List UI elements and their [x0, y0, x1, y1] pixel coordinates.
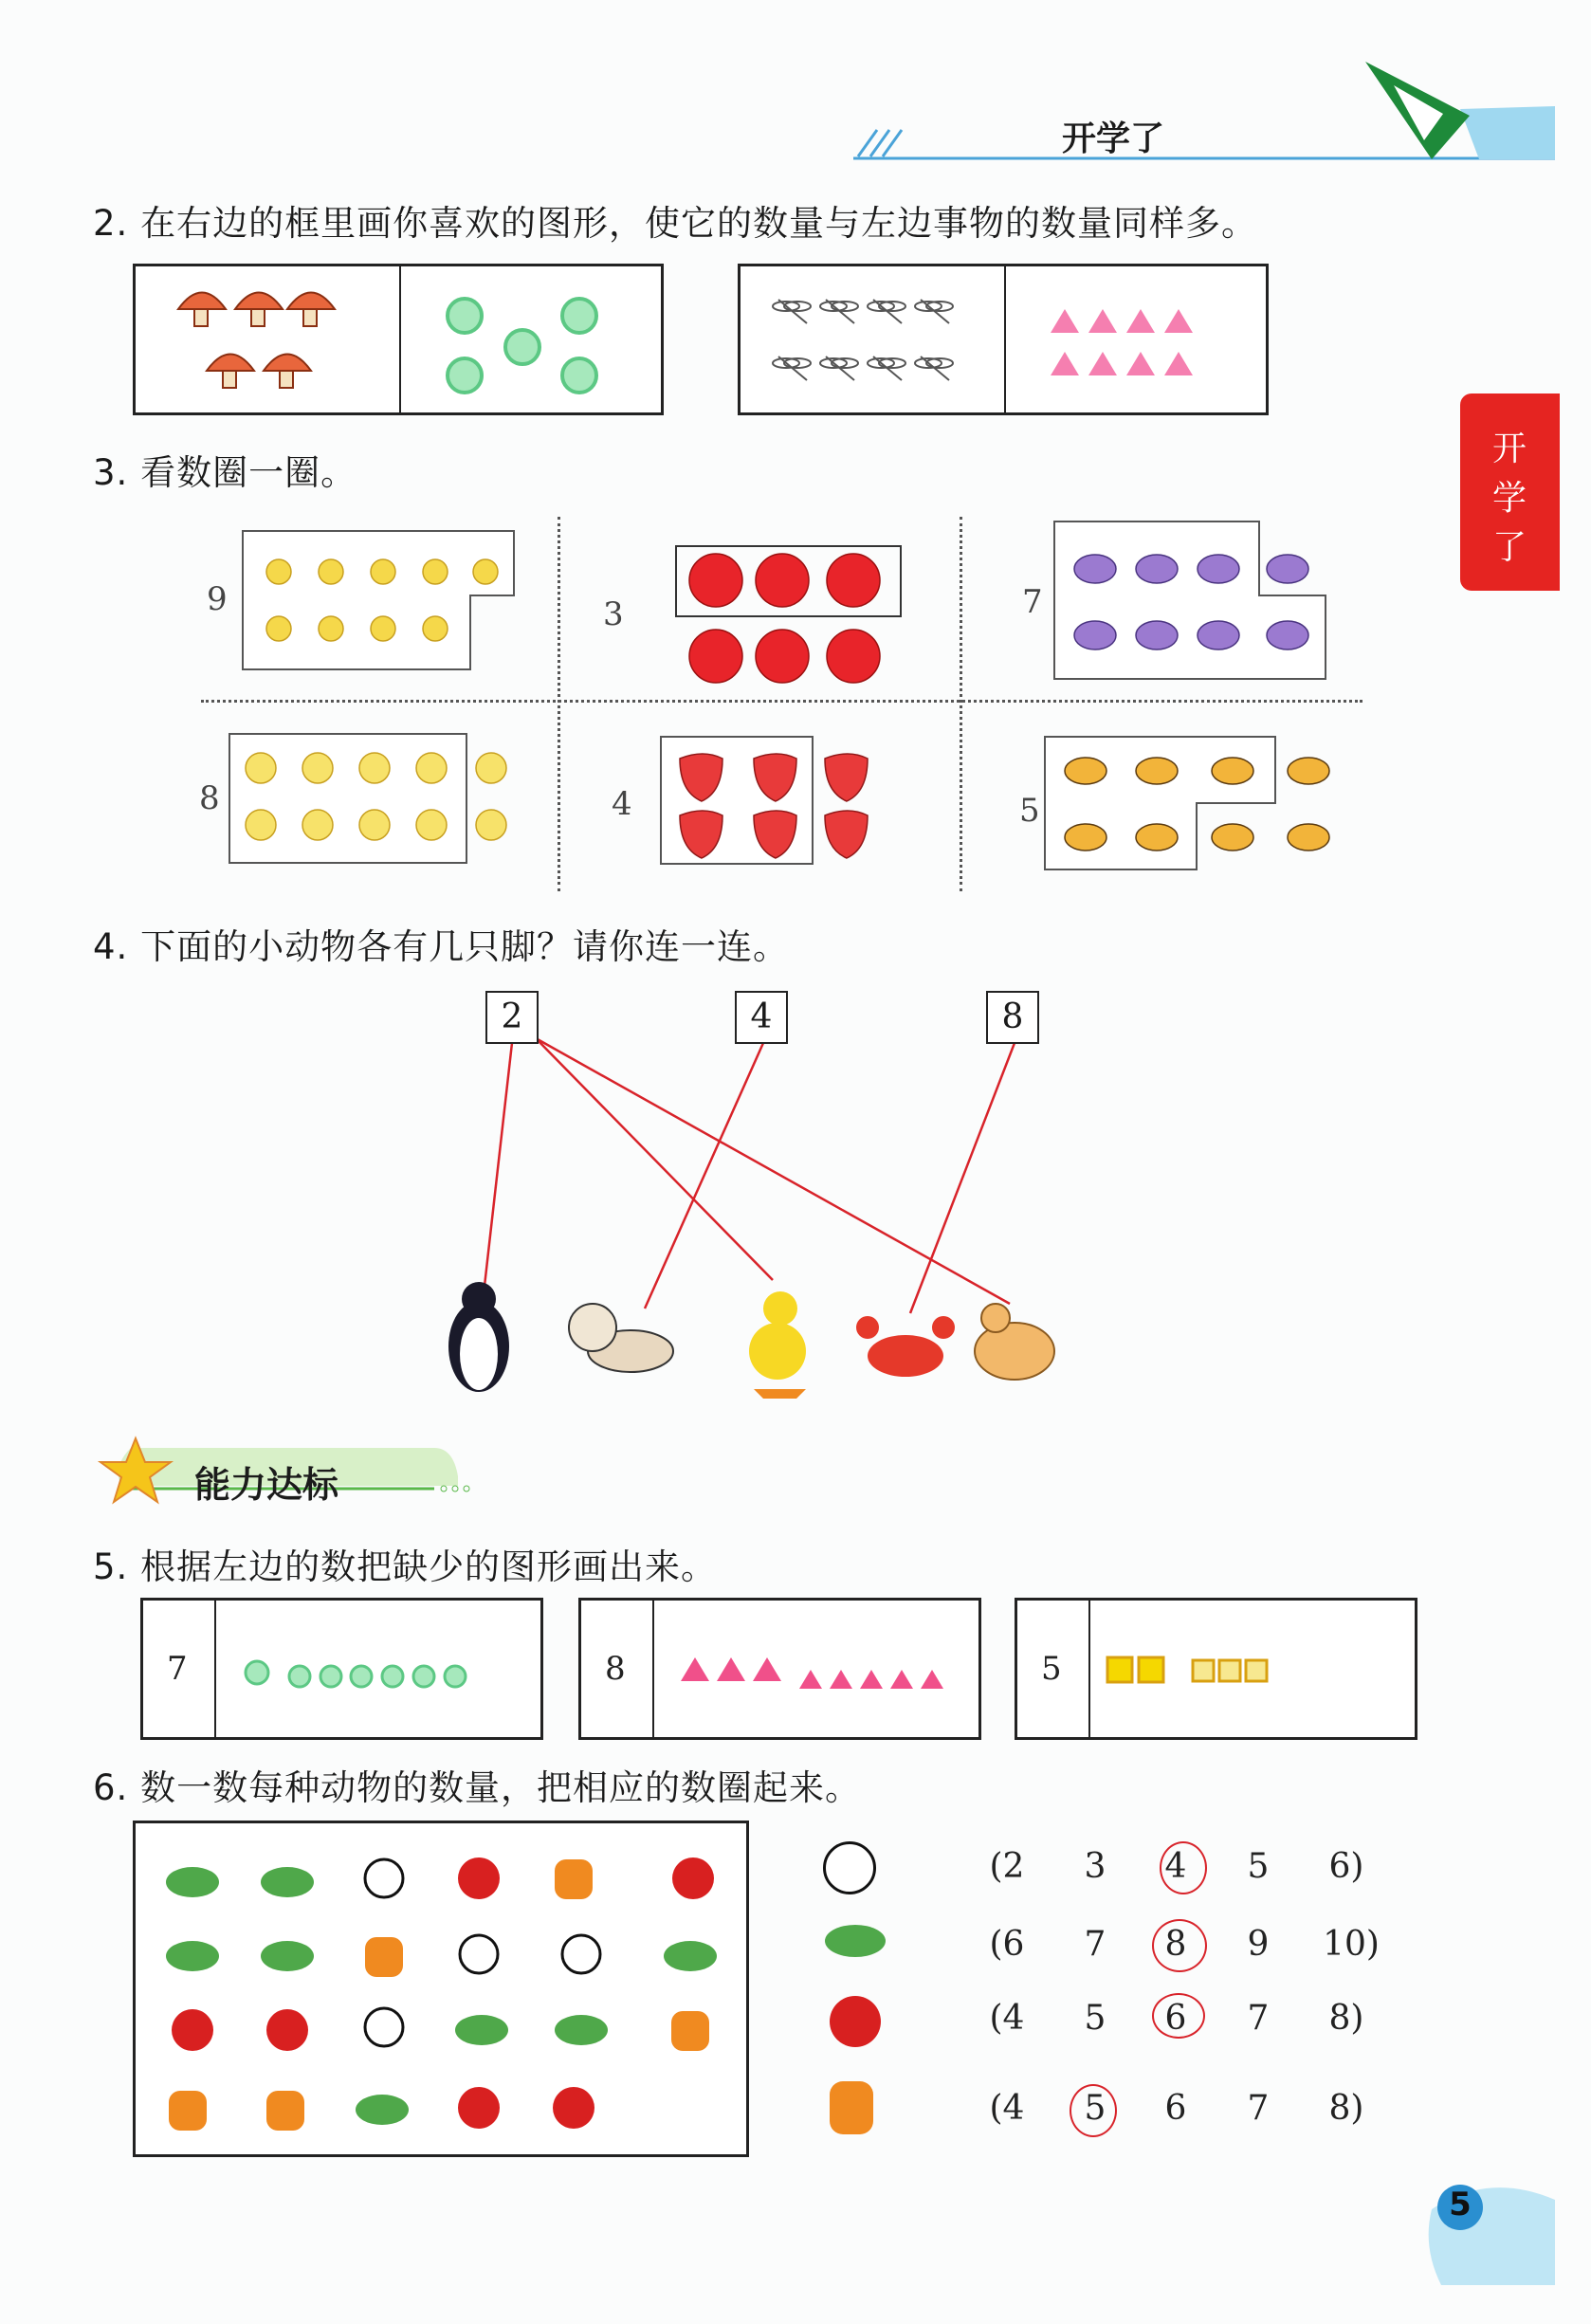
- ladybug-icon: [830, 1996, 881, 2047]
- bee-group: [1043, 735, 1337, 877]
- strawberry-group: [659, 735, 877, 868]
- answer-circle-5: [1070, 2084, 1117, 2137]
- q3-number-3: 3: [603, 595, 624, 633]
- question-3-text: 3. 看数圈一圈。: [93, 452, 357, 493]
- q6-row-ladybug: (4 5 6 7 8): [989, 1999, 1364, 2038]
- q5-box-8: [578, 1598, 981, 1740]
- q6-animal-box: [133, 1821, 749, 2157]
- q6-row-panda: (2 3 4 5 6): [989, 1847, 1364, 1886]
- header-ribbon: [1365, 57, 1555, 161]
- question-4-text: 4. 下面的小动物各有几只脚？请你连一连。: [93, 926, 790, 967]
- leg-count-4: 4: [735, 991, 788, 1044]
- q5-box-5: [1015, 1598, 1417, 1740]
- drawn-circles: [403, 266, 668, 413]
- q5-squares: [1093, 1601, 1416, 1738]
- q3-number-8: 8: [199, 779, 220, 817]
- q6-row-turtle: (6 7 8 9 10): [989, 1925, 1380, 1964]
- hen-icon: [975, 1304, 1054, 1380]
- question-2-text: 2. 在右边的框里画你喜欢的图形，使它的数量与左边事物的数量同样多。: [93, 203, 1258, 244]
- answer-circle-8: [1152, 1919, 1207, 1972]
- dog-icon: [569, 1304, 673, 1372]
- q4-animals: [431, 1271, 1114, 1403]
- q5-box-7: [140, 1598, 543, 1740]
- q3-divider-v1: [558, 517, 560, 891]
- duck-chick-group: [241, 529, 516, 671]
- section-title: 能力达标: [194, 1464, 339, 1506]
- answer-circle-6: [1152, 1993, 1205, 2039]
- side-tab-char-2: 学: [1491, 479, 1527, 518]
- q6-animal-grid: [136, 1823, 747, 2155]
- q5-number-7: 7: [167, 1650, 188, 1688]
- question-5-text: 5. 根据左边的数把缺少的图形画出来。: [93, 1546, 718, 1587]
- q2-box-right: [738, 264, 1269, 415]
- q3-divider-v2: [960, 517, 962, 891]
- leg-count-8: 8: [986, 991, 1039, 1044]
- answer-circle-4: [1160, 1841, 1207, 1894]
- leg-count-2: 2: [485, 991, 539, 1044]
- duck-icon: [749, 1291, 806, 1399]
- q5-number-5: 5: [1041, 1650, 1062, 1688]
- question-6-text: 6. 数一数每种动物的数量，把相应的数圈起来。: [93, 1767, 862, 1808]
- penguin-icon: [448, 1282, 509, 1392]
- page-header-title: 开学了: [1062, 119, 1165, 158]
- q3-divider-h: [201, 700, 1362, 703]
- butterfly-group: [1052, 520, 1327, 681]
- dragonfly-group: [741, 266, 1001, 413]
- crab-icon: [856, 1316, 955, 1377]
- page-number-corner: [1403, 2171, 1555, 2285]
- q5-number-8: 8: [605, 1650, 626, 1688]
- side-tab-char-1: 开: [1491, 430, 1527, 468]
- page-number: 5: [1449, 2186, 1472, 2223]
- drawn-triangles: [1008, 266, 1273, 413]
- tiger-icon: [830, 2081, 873, 2134]
- panda-icon: [823, 1841, 876, 1894]
- chapter-side-tab: [1460, 393, 1560, 591]
- q6-row-tiger: (4 5 6 7 8): [989, 2089, 1364, 2128]
- q5-triangles: [657, 1601, 979, 1738]
- chick-group: [228, 732, 540, 865]
- q2-box-left: [133, 264, 664, 415]
- q3-number-7: 7: [1022, 583, 1043, 621]
- apple-group: [668, 540, 915, 692]
- q5-circles: [219, 1601, 541, 1738]
- side-tab-char-3: 了: [1491, 528, 1527, 567]
- q3-number-9: 9: [207, 580, 228, 618]
- q3-number-5: 5: [1019, 792, 1040, 830]
- turtle-icon: [825, 1925, 886, 1957]
- q3-number-4: 4: [612, 785, 632, 823]
- mushroom-group: [136, 266, 392, 413]
